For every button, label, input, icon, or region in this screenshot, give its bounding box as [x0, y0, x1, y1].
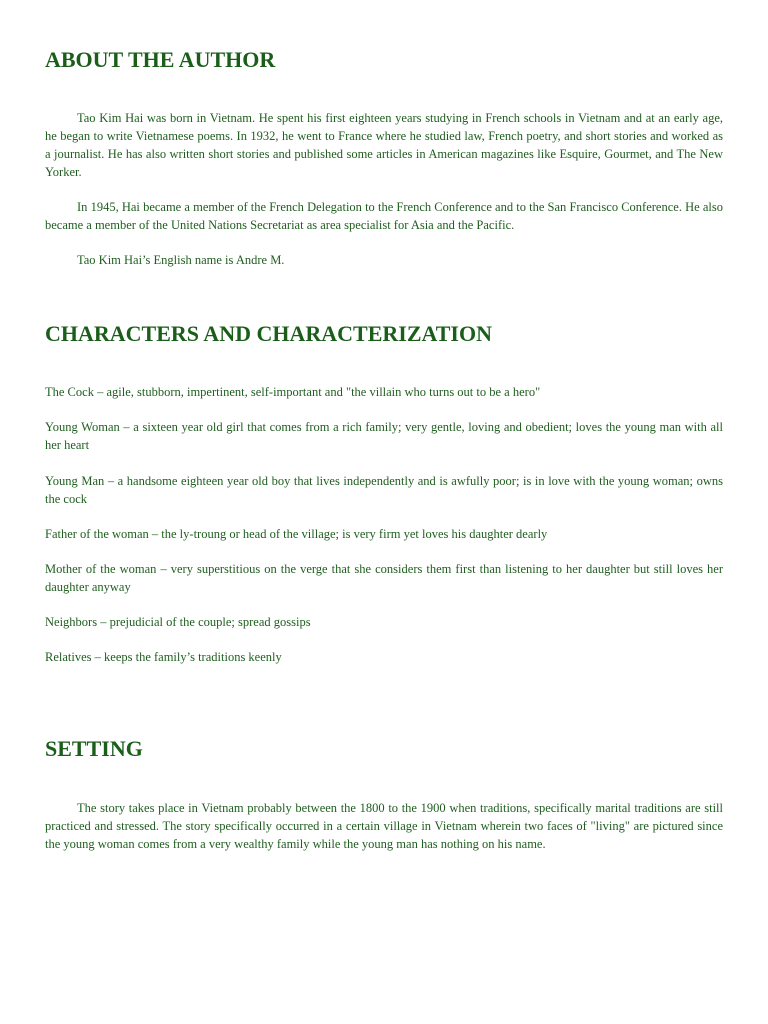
character-item-young-man: Young Man – a handsome eighteen year old boy that lives independently and is awfully poor; is in love with the young woman; owns the cock [45, 474, 723, 506]
setting-heading: SETTING [45, 736, 143, 761]
about-paragraph-1: Tao Kim Hai was born in Vietnam. He spent his first eighteen years studying in French schools in Vietnam and at an early age, he began to write Vietnamese poems. In 1932, he went to France where he studied law, French poetry, and short stories and worked as a journalist. He has also written short stories and published some articles in American magazines like Esquire, Gourmet, and The New Yorker. [45, 111, 723, 179]
about-paragraph-3: Tao Kim Hai’s English name is Andre M. [77, 253, 285, 267]
characters-heading: CHARACTERS AND CHARACTERIZATION [45, 321, 492, 346]
character-item-relatives: Relatives – keeps the family’s traditions keenly [45, 650, 282, 664]
setting-paragraph-1: The story takes place in Vietnam probably between the 1800 to the 1900 when traditions, specifically marital traditions are still practiced and stressed. The story specifically occurred in a certain village in Vietnam wherein two faces of "living" are pictured since the young woman comes from a very wealthy family while the young man has nothing on his name. [45, 801, 723, 851]
about-author-heading: ABOUT THE AUTHOR [45, 47, 276, 72]
character-item-neighbors: Neighbors – prejudicial of the couple; spread gossips [45, 615, 311, 629]
character-item-cock: The Cock – agile, stubborn, impertinent, self-important and "the villain who turns out to be a hero" [45, 385, 541, 399]
character-item-mother: Mother of the woman – very superstitious on the verge that she considers them first than listening to her daughter but still loves her daughter anyway [45, 562, 723, 594]
character-item-young-woman: Young Woman – a sixteen year old girl that comes from a rich family; very gentle, loving and obedient; loves the young man with all her heart [45, 420, 723, 452]
character-item-father: Father of the woman – the ly-troung or head of the village; is very firm yet loves his daughter dearly [45, 527, 548, 541]
about-paragraph-2: In 1945, Hai became a member of the French Delegation to the French Conference and to the San Francisco Conference. He also became a member of the United Nations Secretariat as area specialist for Asia and the Pacific. [45, 200, 723, 232]
